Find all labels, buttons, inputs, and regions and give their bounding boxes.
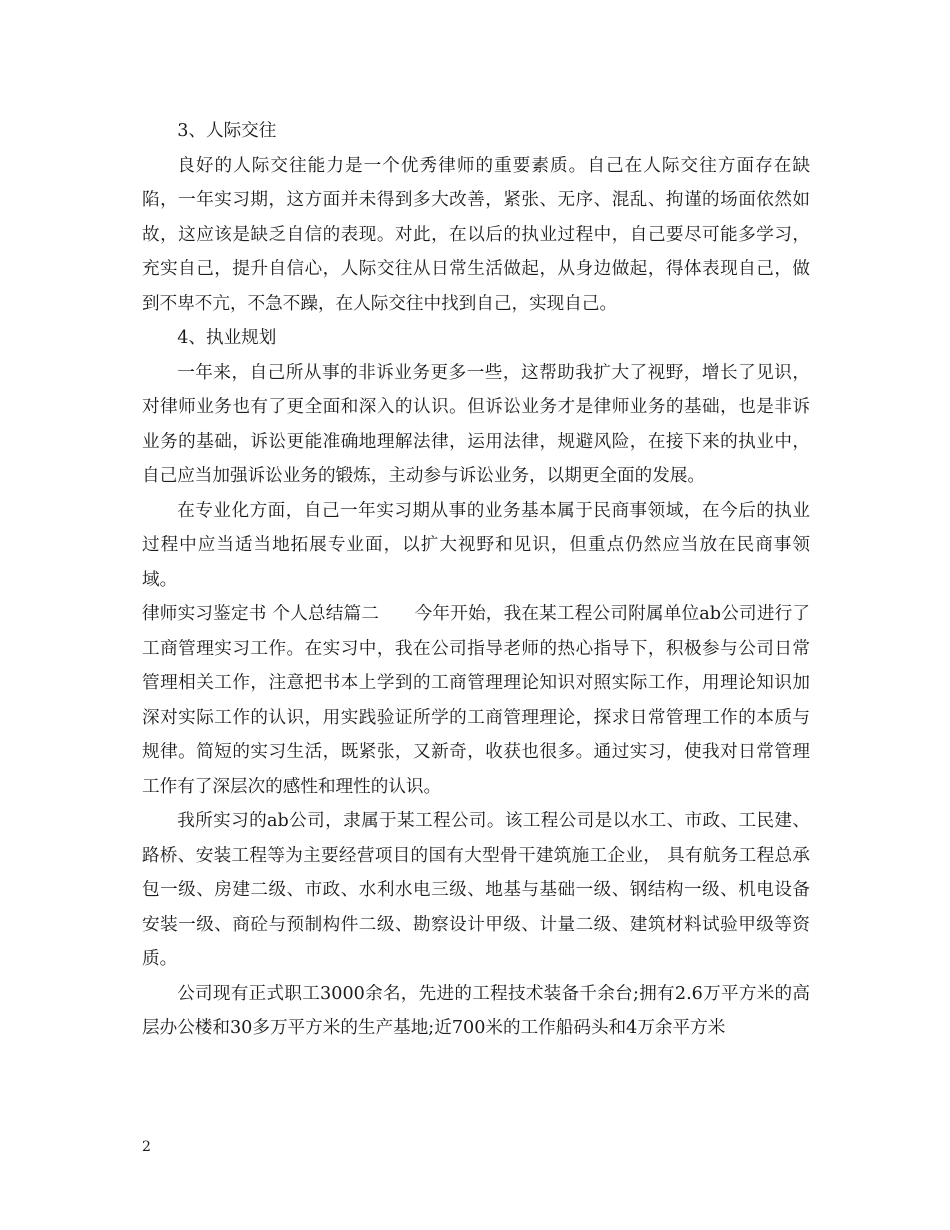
section-heading-interpersonal: 3、人际交往: [177, 121, 277, 141]
paragraph-company-stats: 公司现有正式职工3000余名，先进的工程技术装备千余台;拥有2.6万平方米的高层办公楼和30多万平方米的生产基地;近700米的工作船码头和4万余平方米: [142, 983, 810, 1038]
paragraph-company-intro: 我所实习的ab公司，隶属于某工程公司。该工程公司是以水工、市政、工民建、路桥、安装工程等为主要经营项目的国有大型骨干建筑施工企业， 具有航务工程总承包一级、房建二级、市政、水利水电三级、地基与基础一级、钢结构一级、机电设备安装一级、商砼与预制构件二级、勘察设计甲级、计量二级、建筑材料试验甲级等资质。: [142, 811, 810, 969]
paragraph-practice-plan: 一年来，自己所从事的非诉业务更多一些，这帮助我扩大了视野，增长了见识，对律师业务也有了更全面和深入的认识。但诉讼业务才是律师业务的基础，也是非诉业务的基础，诉讼更能准确地理解法律，运用法律，规避风险，在接下来的执业中，自己应当加强诉讼业务的锻炼，主动参与诉讼业务，以期更全面的发展。: [142, 362, 810, 486]
paragraph-specialization: 在专业化方面，自己一年实习期从事的业务基本属于民商事领域，在今后的执业过程中应当适当地拓展专业面，以扩大视野和见识，但重点仍然应当放在民商事领域。: [142, 500, 810, 590]
section-heading-practice-plan: 4、执业规划: [177, 328, 277, 348]
paragraph-interpersonal: 良好的人际交往能力是一个优秀律师的重要素质。自己在人际交往方面存在缺陷，一年实习期，这方面并未得到多大改善，紧张、无序、混乱、拘谨的场面依然如故，这应该是缺乏自信的表现。对此，在以后的执业过程中，自己要尽可能多学习，充实自己，提升自信心，人际交往从日常生活做起，从身边做起，得体表现自己，做到不卑不亢，不急不躁，在人际交往中找到自己，实现自己。: [142, 155, 810, 314]
page-number: 2: [142, 1139, 151, 1155]
document-body: [142, 114, 810, 1046]
paragraph-summary-part-two: 律师实习鉴定书 个人总结篇二 今年开始，我在某工程公司附属单位ab公司进行了工商管理实习工作。在实习中，我在公司指导老师的热心指导下，积极参与公司日常管理相关工作，注意把书本上学到的工商管理理论知识对照实际工作，用理论知识加深对实际工作的认识，用实践验证所学的工商管理理论，探求日常管理工作的本质与规律。简短的实习生活，既紧张，又新奇，收获也很多。通过实习，使我对日常管理工作有了深层次的感性和理性的认识。: [142, 604, 810, 797]
